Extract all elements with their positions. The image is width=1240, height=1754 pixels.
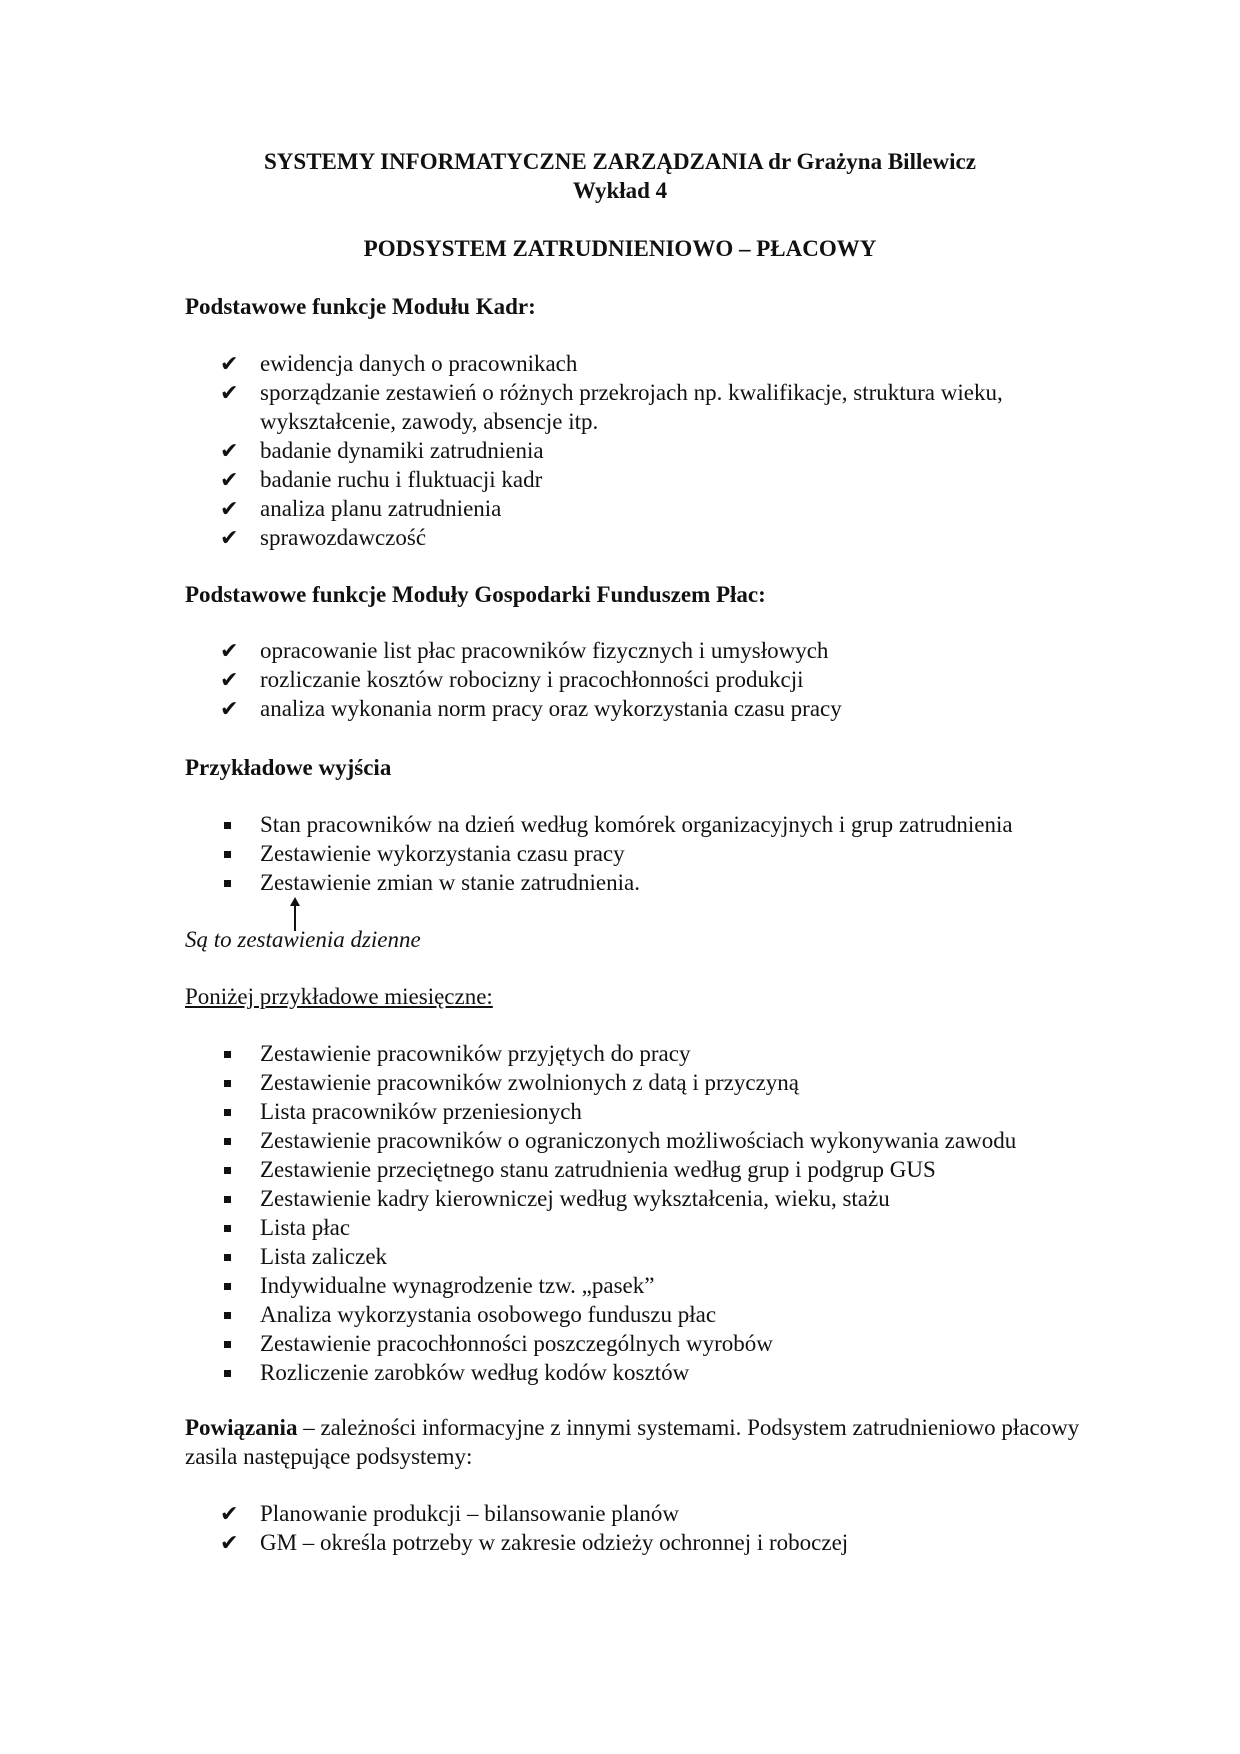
checkmark-icon	[220, 378, 250, 408]
list-item: Rozliczenie zarobków według kodów kosztów	[260, 1360, 690, 1385]
list-item: Zestawienie pracochłonności poszczególnych wyrobów	[260, 1331, 773, 1356]
checkmark-icon	[220, 1499, 250, 1529]
checkmark-icon	[220, 349, 250, 379]
list-item: ✔ opracowanie list płac pracowników fizycznych i umysłowych	[220, 636, 1120, 665]
checkmark-icon	[220, 636, 250, 666]
list-item: ✔ ewidencja danych o pracownikach	[220, 349, 1120, 378]
list-item: Zestawienie pracowników o ograniczonych możliwościach wykonywania zawodu	[260, 1128, 1017, 1153]
list-place	[220, 636, 1120, 723]
section-heading-miesieczne: Poniżej przykładowe miesięczne:	[185, 984, 493, 1009]
section-heading-wyjscia: Przykładowe wyjścia	[185, 755, 392, 780]
list-kadry	[220, 349, 1120, 552]
checkmark-icon	[220, 665, 250, 695]
list-item: Zestawienie przeciętnego stanu zatrudnienia według grup i podgrup GUS	[260, 1157, 936, 1182]
list-item: Lista zaliczek	[260, 1244, 388, 1269]
list-wyjscia	[220, 810, 1120, 897]
list-powiazania	[220, 1499, 1120, 1557]
list-item: Stan pracowników na dzień według komórek organizacyjnych i grup zatrudnienia	[260, 812, 1013, 837]
list-item: ✔ GM – określa potrzeby w zakresie odzieży ochronnej i roboczej	[220, 1528, 1120, 1557]
list-item: ✔ analiza planu zatrudnienia	[220, 494, 1120, 523]
checkmark-icon	[220, 694, 250, 724]
checkmark-icon	[220, 1528, 250, 1558]
list-item: ✔ Planowanie produkcji – bilansowanie planów	[220, 1499, 1120, 1528]
relations-text: – zależności informacyjne z innymi systemami. Podsystem zatrudnieniowo płacowy zasila następujące podsystemy:	[185, 1415, 1080, 1469]
list-item: ✔ badanie ruchu i fluktuacji kadr	[220, 465, 1120, 494]
lecture-number: Wykład 4	[572, 178, 668, 203]
list-item: Indywidualne wynagrodzenie tzw. „pasek”	[260, 1273, 655, 1298]
relations-paragraph	[185, 1413, 1085, 1471]
list-item: ✔ rozliczanie kosztów robocizny i pracochłonności produkcji	[220, 665, 1120, 694]
list-item: ✔ sporządzanie zestawień o różnych przekrojach np. kwalifikacje, struktura wieku, wykształcenie, zawody, absencje itp.	[220, 378, 1120, 436]
checkmark-icon	[220, 436, 250, 466]
list-item: Zestawienie pracowników przyjętych do pracy	[260, 1041, 691, 1066]
list-item: ✔ sprawozdawczość	[220, 523, 1120, 552]
list-item: Zestawienie wykorzystania czasu pracy	[260, 841, 625, 866]
list-item: ✔ badanie dynamiki zatrudnienia	[220, 436, 1120, 465]
page-title: PODSYSTEM ZATRUDNIENIOWO – PŁACOWY	[363, 236, 877, 261]
checkmark-icon	[220, 494, 250, 524]
list-item: ✔ analiza wykonania norm pracy oraz wykorzystania czasu pracy	[220, 694, 1120, 723]
list-miesieczne	[220, 1039, 1120, 1387]
list-item: Zestawienie zmian w stanie zatrudnienia.	[260, 870, 640, 895]
list-item: Lista pracowników przeniesionych	[260, 1099, 582, 1124]
list-item: Zestawienie kadry kierowniczej według wykształcenia, wieku, stażu	[260, 1186, 890, 1211]
course-title: SYSTEMY INFORMATYCZNE ZARZĄDZANIA dr Grażyna Billewicz	[264, 149, 976, 174]
section-heading-place: Podstawowe funkcje Moduły Gospodarki Funduszem Płac:	[185, 582, 766, 607]
list-item: Analiza wykorzystania osobowego funduszu płac	[260, 1302, 717, 1327]
list-item: Zestawienie pracowników zwolnionych z datą i przyczyną	[260, 1070, 800, 1095]
relations-term: Powiązania	[185, 1415, 298, 1440]
checkmark-icon	[220, 465, 250, 495]
list-item: Lista płac	[260, 1215, 351, 1240]
daily-note: Są to zestawienia dzienne	[185, 927, 421, 952]
checkmark-icon	[220, 523, 250, 553]
section-heading-kadry: Podstawowe funkcje Modułu Kadr:	[185, 294, 536, 319]
